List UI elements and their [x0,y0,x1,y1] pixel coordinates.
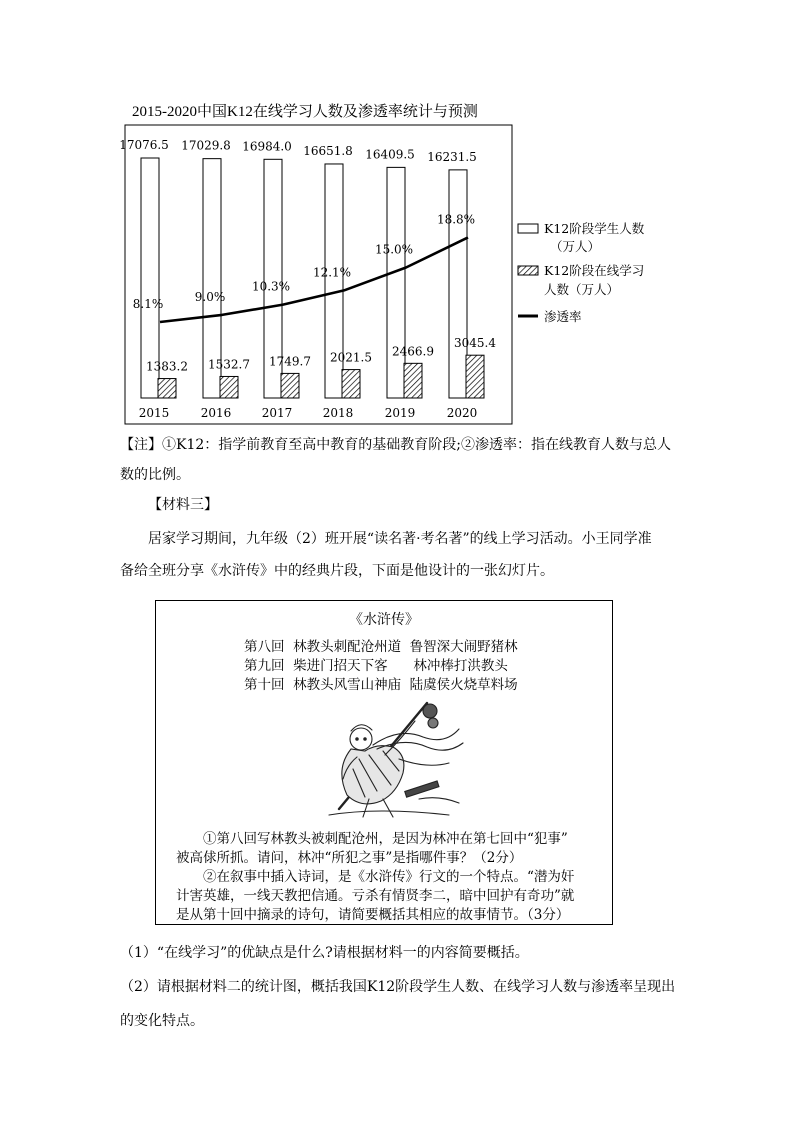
x-tick-2016: 2016 [200,406,232,420]
slide-question-1-line-1: ①第八回写林教头被刺配沧州，是因为林冲在第七回中“犯事” [203,831,568,847]
label-rate-2019: 15.0% [374,242,414,257]
note-line-2: 数的比例。 [120,467,190,483]
legend-label-students-2: （万人） [550,239,601,254]
question-2-line-2: 的变化特点。 [120,1013,204,1029]
label-students-2020: 16231.5 [427,149,477,164]
x-tick-2020: 2020 [446,406,478,420]
chart-title: 2015-2020中国K12在线学习人数及渗透率统计与预测 [132,104,478,120]
bar-students-2019 [387,167,405,398]
x-tick-2018: 2018 [322,406,354,420]
legend-label-online-1: K12阶段在线学习 [544,263,645,278]
slide-chapter-8: 第八回 林教头刺配沧州道 鲁智深大闹野猪林 [244,639,518,655]
label-online-2018: 2021.5 [330,350,372,365]
label-students-2018: 16651.8 [303,143,353,158]
chart [0,0,794,440]
material3-heading: 【材料三】 [148,497,218,513]
label-rate-2017: 10.3% [251,279,291,294]
note-line-1: 【注】①K12：指学前教育至高中教育的基础教育阶段;②渗透率：指在线教育人数与总人 [120,437,671,453]
slide-question-1-line-2: 被高俅所抓。请问，林冲“所犯之事”是指哪件事？（2分） [176,850,523,866]
legend-swatch-students [518,224,538,233]
bar-online-2019 [404,363,422,398]
label-online-2015: 1383.2 [146,359,188,374]
bar-online-2016 [220,376,238,398]
slide-question-2-line-3: 是从第十回中摘录的诗句，请简要概括其相应的故事情节。（3分） [176,907,570,923]
slide-question-2-line-1: ②在叙事中插入诗词，是《水浒传》行文的一个特点。“潜为奸 [203,869,575,885]
slide-title: 《水浒传》 [349,612,419,628]
label-online-2019: 2466.9 [392,344,434,359]
label-rate-2015: 8.1% [132,297,164,312]
bar-online-2017 [281,373,299,398]
label-online-2017: 1749.7 [269,354,311,369]
lin-chong-illustration [299,699,469,819]
legend-swatch-online [518,266,538,275]
question-2-line-1: （2）请根据材料二的统计图，概括我国K12阶段学生人数、在线学习人数与渗透率呈现出 [120,979,676,995]
label-students-2017: 16984.0 [242,139,292,154]
legend-label-online-2: 人数（万人） [544,282,620,297]
label-online-2016: 1532.7 [208,357,250,372]
slide-chapter-10: 第十回 林教头风雪山神庙 陆虞侯火烧草料场 [244,677,518,693]
material3-paragraph-line-1: 居家学习期间，九年级（2）班开展“读名著·考名著”的线上学习活动。小王同学准 [148,531,652,547]
label-students-2015: 17076.5 [119,138,169,152]
question-1: （1）“在线学习”的优缺点是什么?请根据材料一的内容简要概括。 [120,945,529,961]
bar-online-2020 [466,355,484,398]
legend-label-rate: 渗透率 [544,309,582,324]
x-tick-2019: 2019 [384,406,416,420]
label-rate-2016: 9.0% [194,289,226,304]
label-rate-2020: 18.8% [436,212,476,227]
material3-paragraph-line-2: 备给全班分享《水浒传》中的经典片段，下面是他设计的一张幻灯片。 [120,563,554,579]
legend-label-students-1: K12阶段学生人数 [544,221,645,236]
label-online-2020: 3045.4 [454,336,496,351]
bar-online-2015 [158,379,176,398]
x-tick-2017: 2017 [261,406,293,420]
slide [155,600,613,925]
bar-online-2018 [342,370,360,398]
slide-chapter-9: 第九回 柴进门招天下客 林冲棒打洪教头 [244,658,508,674]
x-tick-2015: 2015 [138,406,170,420]
bar-students-2020 [449,170,467,398]
label-students-2019: 16409.5 [365,147,415,162]
label-students-2016: 17029.8 [181,138,231,153]
slide-question-2-line-2: 计害英雄，一线天教把信通。亏杀有情贤李二，暗中回护有奇功”就 [176,888,575,904]
label-rate-2018: 12.1% [312,265,352,280]
